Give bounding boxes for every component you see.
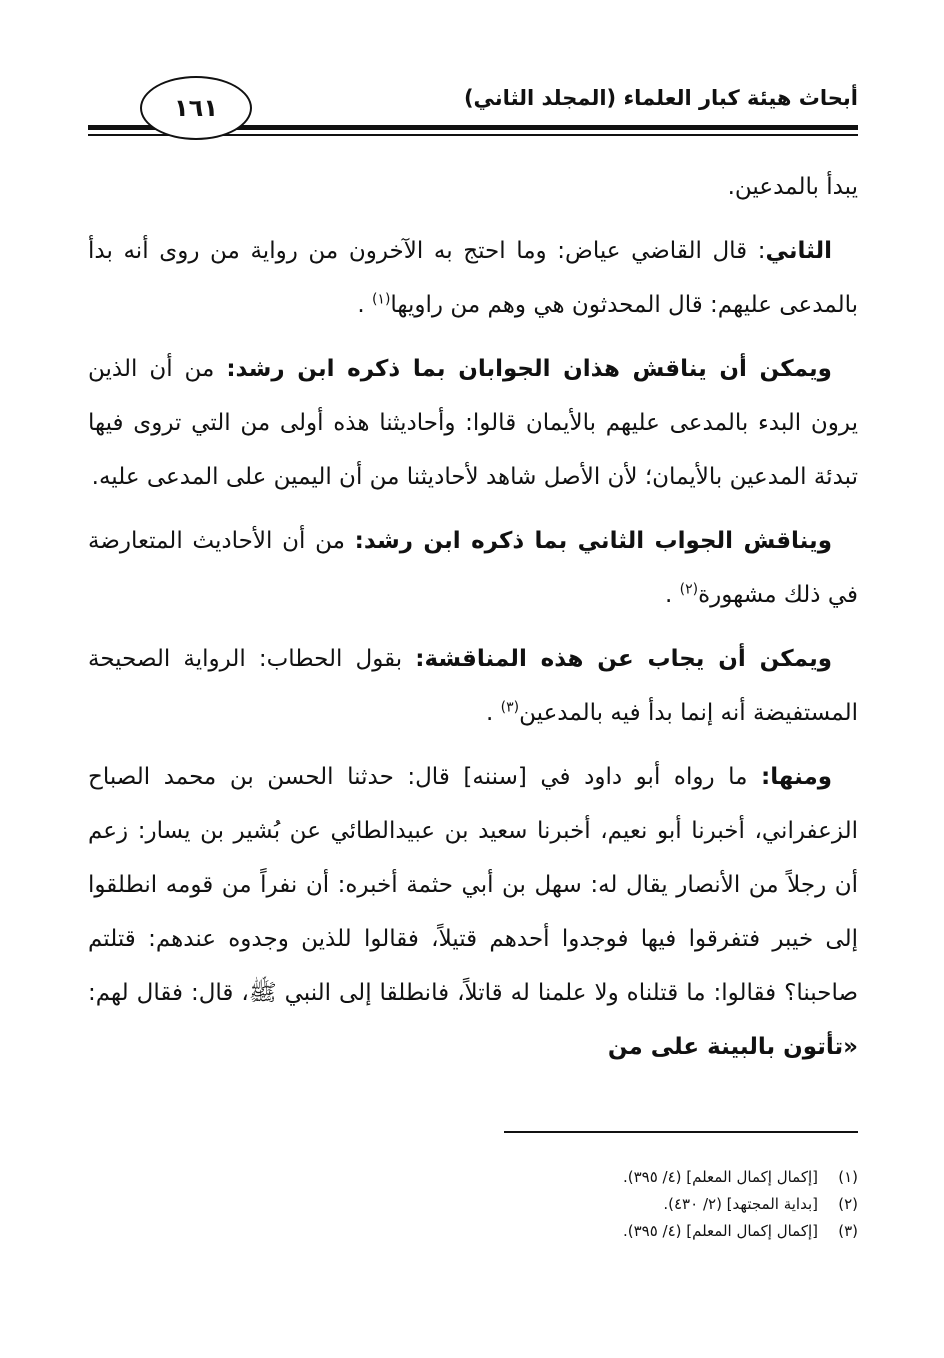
paragraph-3	[88, 342, 858, 504]
body-text	[88, 160, 858, 1074]
paragraph-6	[88, 750, 858, 1074]
paragraph-4-lead: ويناقش الجواب الثاني بما ذكره ابن رشد:	[354, 528, 832, 554]
paragraph-6-quote: «تأتون بالبينة على من	[607, 1034, 858, 1060]
paragraph-4-text: من أن الأحاديث المتعارضة في ذلك مشهورة	[88, 528, 858, 608]
footnote-2	[298, 1191, 858, 1218]
paragraph-4	[88, 514, 858, 622]
footnote-3-text: [إكمال إكمال المعلم] (٤/ ٣٩٥).	[622, 1222, 818, 1240]
running-header-title: أبحاث هيئة كبار العلماء (المجلد الثاني)	[463, 86, 858, 110]
paragraph-2-lead: الثاني	[765, 238, 832, 264]
paragraph-1	[88, 160, 858, 214]
footnotes	[298, 1164, 858, 1245]
footnote-ref-2[interactable]: (٢)	[679, 581, 699, 598]
footnote-separator	[504, 1131, 858, 1133]
paragraph-1-text: يبدأ بالمدعين.	[727, 174, 858, 200]
footnote-ref-3[interactable]: (٣)	[500, 699, 520, 716]
footnote-1-text: [إكمال إكمال المعلم] (٤/ ٣٩٥).	[622, 1168, 818, 1186]
footnote-2-number: (٢)	[838, 1195, 858, 1213]
page-number-oval	[140, 76, 252, 140]
paragraph-5	[88, 632, 858, 740]
paragraph-3-text: من أن الذين يرون البدء بالمدعى عليهم بالأيمان قالوا: وأحاديثنا هذه أولى من التي تروى فيها تبدئة المدعين بالأيمان؛ لأن الأصل شاهد لأحاديثنا من أن اليمين على المدعى عليه.	[88, 356, 858, 490]
paragraph-6-text: ما رواه أبو داود في [سننه] قال: حدثنا الحسن بن محمد الصباح الزعفراني، أخبرنا أبو نعيم، أخبرنا سعيد بن عبيدالطائي عن بُشير بن يسار: زعم أن رجلاً من الأنصار يقال له: سهل بن أبي حثمة أخبره: أن نفراً من قومه انطلقوا إلى خيبر فتفرقوا فيها فوجدوا أحدهم قتيلاً، فقالوا للذين وجدوه عندهم: قتلتم صاحبنا؟ فقالوا: ما قتلناه ولا علمنا له قاتلاً، فانطلقا إلى النبي ﷺ، قال: فقال لهم:	[88, 764, 858, 1006]
page-number: ١٦١	[174, 94, 218, 122]
paragraph-2	[88, 224, 858, 332]
paragraph-2-end: .	[357, 292, 365, 318]
footnote-3-number: (٣)	[838, 1222, 858, 1240]
paragraph-2-text: : قال القاضي عياض: وما احتج به الآخرون من رواية من روى أنه بدأ بالمدعى عليهم: قال المحدثون هي وهم من راويها	[88, 238, 858, 318]
paragraph-5-lead: ويمكن أن يجاب عن هذه المناقشة:	[415, 646, 833, 672]
paragraph-6-lead: ومنها:	[761, 764, 832, 790]
footnote-1	[298, 1164, 858, 1191]
paragraph-5-end: .	[486, 700, 494, 726]
paragraph-3-lead: ويمكن أن يناقش هذان الجوابان بما ذكره ابن رشد:	[226, 356, 832, 382]
paragraph-4-end: .	[665, 582, 673, 608]
footnote-1-number: (١)	[838, 1168, 858, 1186]
footnote-3	[298, 1218, 858, 1245]
paragraph-5-text: بقول الحطاب: الرواية الصحيحة المستفيضة أنه إنما بدأ فيه بالمدعين	[88, 646, 858, 726]
footnote-ref-1[interactable]: (١)	[371, 291, 391, 308]
footnote-2-text: [بداية المجتهد] (٢/ ٤٣٠).	[663, 1195, 818, 1213]
